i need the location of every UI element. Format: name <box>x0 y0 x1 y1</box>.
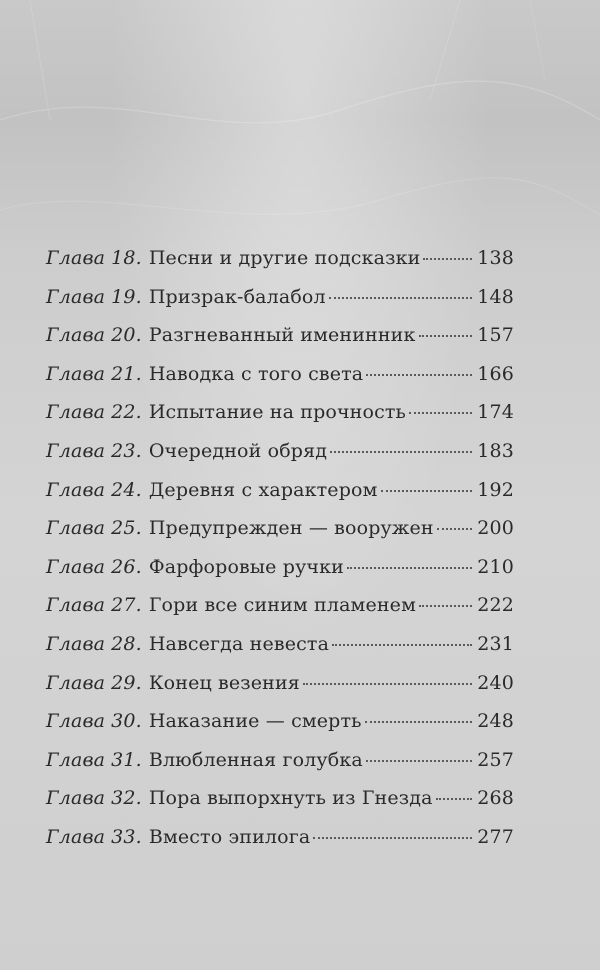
chapter-title: Конец везения <box>148 671 300 694</box>
page-number: 210 <box>477 555 514 578</box>
dot-leader <box>423 258 472 260</box>
chapter-label: Глава 30. <box>46 710 142 733</box>
chapter-label: Глава 21. <box>46 362 142 385</box>
chapter-number: 29. <box>111 671 142 694</box>
chapter-label: Глава 32. <box>46 787 142 810</box>
chapter-title: Пора выпорхнуть из Гнезда <box>148 787 433 810</box>
chapter-label: Глава 22. <box>46 401 142 424</box>
dot-leader <box>381 490 473 492</box>
toc-entry-21[interactable] <box>46 363 514 402</box>
chapter-label: Глава 33. <box>46 825 142 848</box>
page-number: 277 <box>477 825 514 848</box>
chapter-title: Наводка с того света <box>148 362 364 385</box>
page-number: 183 <box>477 439 514 462</box>
page-number: 268 <box>477 787 514 810</box>
dot-leader <box>436 798 473 800</box>
page-number: 157 <box>477 324 514 347</box>
dot-leader <box>347 567 472 569</box>
dot-leader <box>330 451 472 453</box>
chapter-title: Фарфоровые ручки <box>148 555 344 578</box>
chapter-label: Глава 27. <box>46 594 142 617</box>
dot-leader <box>419 605 472 607</box>
chapter-number: 31. <box>111 748 142 771</box>
page-number: 148 <box>477 285 514 308</box>
toc-entry-33[interactable] <box>46 826 514 865</box>
chapter-title: Навсегда невеста <box>148 632 330 655</box>
toc-entry-22[interactable] <box>46 401 514 440</box>
chapter-number: 27. <box>111 594 142 617</box>
toc-entry-30[interactable] <box>46 710 514 749</box>
chapter-number: 24. <box>111 478 142 501</box>
dot-leader <box>313 837 472 839</box>
dot-leader <box>303 683 472 685</box>
toc-entry-26[interactable] <box>46 556 514 595</box>
dot-leader <box>409 412 472 414</box>
dot-leader <box>366 374 472 376</box>
chapter-label: Глава 24. <box>46 478 142 501</box>
chapter-title: Призрак-балабол <box>148 285 326 308</box>
toc-entry-29[interactable] <box>46 672 514 711</box>
chapter-label: Глава 28. <box>46 632 142 655</box>
page-number: 138 <box>477 247 514 269</box>
dot-leader <box>332 644 472 646</box>
chapter-number: 33. <box>111 825 142 848</box>
dot-leader <box>366 760 472 762</box>
chapter-title: Испытание на прочность <box>148 401 407 424</box>
chapter-number: 23. <box>111 439 142 462</box>
page-number: 240 <box>477 671 514 694</box>
chapter-number: 20. <box>111 324 142 347</box>
dot-leader <box>329 297 473 299</box>
toc-entry-32[interactable] <box>46 787 514 826</box>
chapter-title: Влюбленная голубка <box>148 748 363 771</box>
dot-leader <box>437 528 473 530</box>
chapter-title: Разгневанный именинник <box>148 324 416 347</box>
page-number: 174 <box>477 401 514 424</box>
page-number: 231 <box>477 632 514 655</box>
chapter-title: Гори все синим пламенем <box>148 594 417 617</box>
chapter-label: Глава 31. <box>46 748 142 771</box>
page-number: 248 <box>477 710 514 733</box>
chapter-title: Очередной обряд <box>148 439 328 462</box>
toc-entry-23[interactable] <box>46 440 514 479</box>
chapter-title: Деревня с характером <box>148 478 378 501</box>
chapter-number: 18. <box>111 247 142 269</box>
toc-entry-20[interactable] <box>46 324 514 363</box>
chapter-label: Глава 19. <box>46 285 142 308</box>
chapter-title: Предупрежден — вооружен <box>148 517 434 540</box>
chapter-number: 32. <box>111 787 142 810</box>
chapter-label: Глава 25. <box>46 517 142 540</box>
page-number: 166 <box>477 362 514 385</box>
toc-entry-31[interactable] <box>46 749 514 788</box>
toc-entry-27[interactable] <box>46 594 514 633</box>
toc-entry-24[interactable] <box>46 479 514 518</box>
chapter-number: 22. <box>111 401 142 424</box>
chapter-number: 28. <box>111 632 142 655</box>
chapter-number: 25. <box>111 517 142 540</box>
page-number: 192 <box>477 478 514 501</box>
chapter-label: Глава 18. <box>46 247 142 269</box>
table-of-contents <box>46 247 514 865</box>
toc-entry-28[interactable] <box>46 633 514 672</box>
chapter-title: Наказание — смерть <box>148 710 362 733</box>
page-number: 257 <box>477 748 514 771</box>
toc-entry-19[interactable] <box>46 286 514 325</box>
dot-leader <box>365 721 473 723</box>
toc-entry-25[interactable] <box>46 517 514 556</box>
chapter-number: 21. <box>111 362 142 385</box>
page-number: 222 <box>477 594 514 617</box>
page-number: 200 <box>477 517 514 540</box>
chapter-title: Вместо эпилога <box>148 825 311 848</box>
chapter-label: Глава 29. <box>46 671 142 694</box>
dot-leader <box>419 335 473 337</box>
chapter-number: 26. <box>111 555 142 578</box>
chapter-number: 19. <box>111 285 142 308</box>
chapter-label: Глава 23. <box>46 439 142 462</box>
chapter-number: 30. <box>111 710 142 733</box>
chapter-title: Песни и другие подсказки <box>148 247 421 269</box>
toc-entry-18[interactable] <box>46 247 514 286</box>
chapter-label: Глава 20. <box>46 324 142 347</box>
chapter-label: Глава 26. <box>46 555 142 578</box>
